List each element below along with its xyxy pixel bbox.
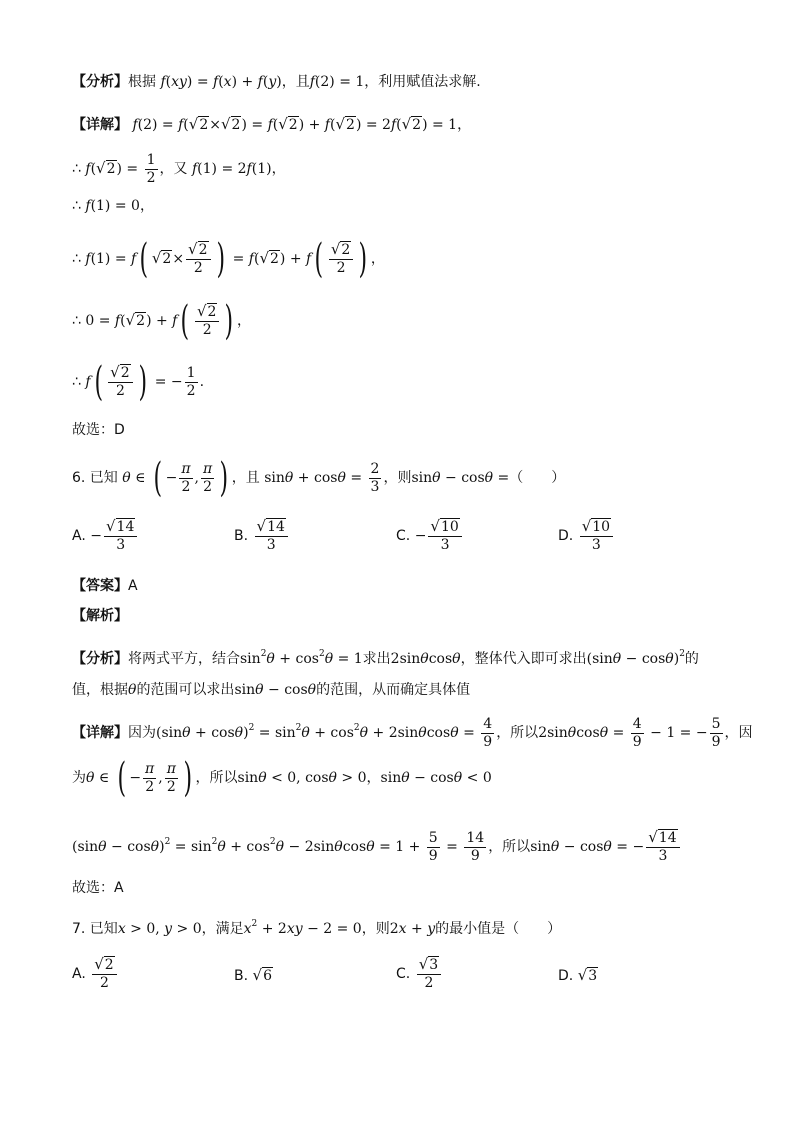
q6-detail-line: 【详解】因为$(\sin\theta + \cos\theta)^2 = \sin^2\theta + \cos^2\theta + 2\sin\theta\cos\theta$ = $\frac{4}{9}$ ，所以2sinθcosθ = $\frac{4}{9}$ − 1 = − $\frac{5}{9}$ ，因	[72, 715, 753, 750]
q5-step-line: ∴ f(1) = f( √2× $\frac{√2}{2}$ ) = f(√2) + f( $\frac{√2}{2}$ ) ，	[72, 236, 385, 282]
q6-option-b[interactable]: B. $\frac{√14}{3}$	[234, 518, 290, 554]
detail-tag: 【详解】	[72, 117, 128, 133]
analysis-tag: 【分析】	[72, 74, 128, 90]
q7-option-b[interactable]: B. √6	[234, 966, 272, 984]
q7-stem: 7. 已知x > 0, y > 0，满足$x^2 + 2xy - 2 = 0$，则2x + y的最小值是（ ）	[72, 919, 562, 937]
q6-analysis-line: 【分析】将两式平方，结合$\sin^2\theta + \cos^2\theta = 1$求出2sinθcosθ，整体代入即可求出$(\sin\theta - \cos\theta)^2$的	[72, 649, 699, 667]
q6-option-a[interactable]: A. − $\frac{√14}{3}$	[72, 518, 139, 554]
q6-detail-line: $(\sin\theta - \cos\theta)^2 = \sin^2\theta + \cos^2\theta - 2\sin\theta\cos\theta = 1$ + $\frac{5}{9}$ = $\frac{14}{9}$ ，所以sinθ − cosθ = − $\frac{√14}{3}$	[72, 822, 734, 867]
math-expression: f(2) = f(√2×√2) = f(√2) + f(√2) = 2f(√2) = 1	[132, 115, 458, 133]
q6-detail-line: 为θ ∈ ( − $\frac{\pi}{2}$ , $\frac{\pi}{2}$ ) ，所以sinθ < 0, cosθ > 0，sinθ − cosθ < 0	[72, 755, 492, 801]
q6-final-answer-line: 故选：A	[72, 880, 124, 896]
q6-answer: A	[128, 578, 138, 594]
q5-answer: D	[114, 422, 125, 438]
answer-tag: 【答案】	[72, 578, 128, 594]
q5-step-line: ∴ f( $\frac{√2}{2}$ ) = − $\frac{1}{2}$ .	[72, 359, 205, 405]
q5-step-line: ∴ f(√2) = $\frac{1}{2}$ ，又 f(1) = 2f(1)，	[72, 151, 286, 186]
q5-step-line: ∴ f(1) = 0，	[72, 198, 154, 214]
q6-answer-tag-line	[72, 576, 734, 596]
q7-option-c[interactable]: C. $\frac{√3}{2}$	[396, 956, 443, 992]
q6-jiexi-tag-line	[72, 606, 734, 626]
q6-analysis-line: 值，根据θ的范围可以求出sinθ − cosθ的范围，从而确定具体值	[72, 682, 471, 698]
math-expression: f(√2) = $\frac{1}{2}$	[85, 151, 156, 186]
math-functional-equation: f(xy) = f(x) + f(y)	[160, 74, 282, 90]
q6-option-c[interactable]: C. − $\frac{√10}{3}$	[396, 518, 464, 554]
q5-step-line: ∴ 0 = f(√2) + f( $\frac{√2}{2}$ ) ，	[72, 298, 252, 344]
q5-answer-line: 故选：D	[72, 422, 125, 438]
q6-stem: 6. 已知 θ ∈ ( − $\frac{\pi}{2}$ , $\frac{\pi}{2}$ ) ，且 sinθ + cosθ = $\frac{2}{3}$ ，则sinθ − cosθ =（ ）	[72, 455, 566, 501]
solution-tag: 【解析】	[72, 608, 128, 624]
q5-detail-line: 【详解】 f(2) = f(√2×√2) = f(√2) + f(√2) = 2f(√2) = 1，	[72, 115, 472, 133]
q5-analysis-line: 【分析】根据 f(xy) = f(x) + f(y)，且f(2) = 1，利用赋值法求解.	[72, 74, 481, 90]
math-expression: θ ∈ ( − $\frac{\pi}{2}$ , $\frac{\pi}{2}$ )	[122, 455, 229, 501]
math-expression: 0 = f(√2) + f( $\frac{√2}{2}$ )	[85, 298, 234, 344]
q7-option-d[interactable]: D. √3	[558, 966, 598, 984]
q6-option-d[interactable]: D. $\frac{√10}{3}$	[558, 518, 615, 554]
math-expression: f(1) = f( √2× $\frac{√2}{2}$ ) = f(√2) + f( $\frac{√2}{2}$ )	[85, 236, 368, 282]
math-expression: f(1) = 0	[85, 198, 140, 214]
q7-option-a[interactable]: A. $\frac{√2}{2}$	[72, 956, 119, 992]
math-expression: f( $\frac{√2}{2}$ ) = − $\frac{1}{2}$	[85, 359, 196, 405]
